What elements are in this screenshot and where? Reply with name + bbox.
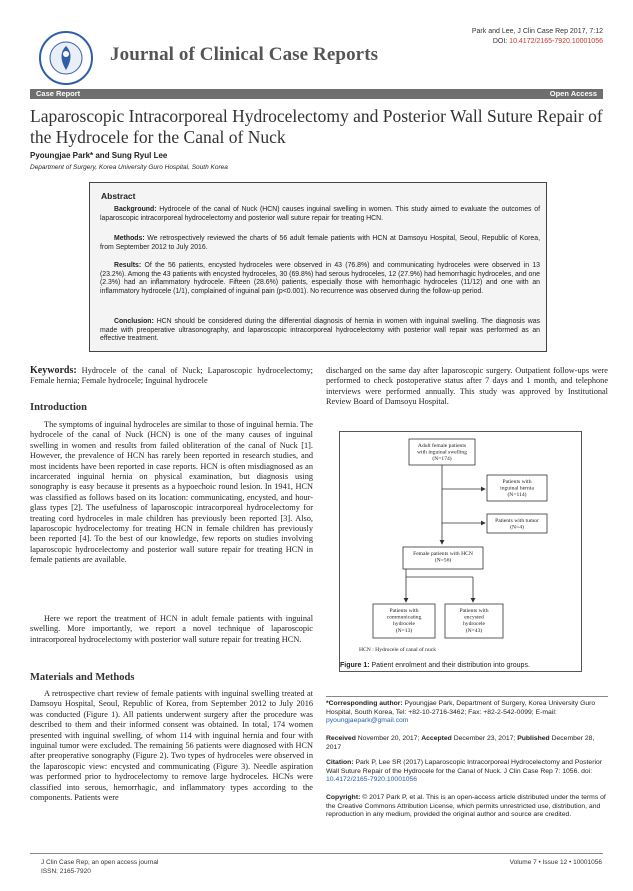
abstract-results: Results: Of the 56 patients, encysted hydroceles were observed in 43 (76.8%) and communicating hydroceles were observed in 13 (23.2%). Among the 43 patients with encysted hydroceles, 30 (69.8%) had serous hydroceles, 12 (27.9%) had hemorrhagic hydroceles, and one (2.3%) had an inflammatory hydrocele. Fifteen (28.6%) patients, especially those with hemorrhagic hydroceles (11/12) and one with an inflammatory hydrocele (1/1), complained of inguinal pain (p<0.001). No recurrence was observed during the follow-up period. — [100, 262, 541, 295]
correspondence-divider — [326, 696, 608, 697]
copyright: Copyright: © 2017 Park P, et al. This is an open-access article distributed under the terms of the Creative Commons Attribution License, which permits unrestricted use, distribution, and reproduction in any medium, provided the original author and source are credited. — [326, 794, 606, 819]
article-title: Laparoscopic Intracorporeal Hydrocelectomy and Posterior Wall Suture Repair of the Hydrocele for the Canal of Nuck — [30, 106, 603, 147]
footer-journal: J Clin Case Rep, an open access journal ISSN: 2165-7920 — [41, 859, 159, 875]
materials-p1: A retrospective chart review of female patients with inguinal swelling treated at Damsoyu Hospital, Seoul, Republic of Korea, from September 2012 to July 2016 was conducted (Figure 1). All patients underwent surgery after the procedure was described to them and their informed consent was obtained. In total, 174 women presented with inguinal swelling, of whom 114 with inguinal hernia and four with inguinal tumor were excluded. The remaining 56 patients were diagnosed with HCN after preoperative sonography (Figure 2). Two types of hydroceles were observed in the laparoscopic view: encysted and communicating (Figure 3). Needle aspiration was performed prior to hydrocelectomy to remove large hydroceles. HCNs were classified into serous, hemorrhagic, and inflammatory types according to the components. Patients were — [30, 689, 313, 803]
introduction-p1: The symptoms of inguinal hydroceles are similar to those of inguinal hernia. The hydrocele of the canal of Nuck (HCN) is one of the many causes of inguinal swelling in women and results from failed obliteration of the canal of Nuck [1]. However, the prevalence of HCN has rarely been reported in research studies, and most incidents have been reported in case reports. HCN is often misdiagnosed as an incarcerated inguinal hernia on physical examination, but diagnosis using sonography is easy because it presents as a hypoechoic round lesion. In 1941, HCN was classified as follows based on its location: communicating, encysted, and hour-glass types [2]. The usefulness of laparoscopic intracorporeal hydrocelectomy for treating cord hydroceles in male children has previously been reported [3]. Also, laparoscopic hydrocelectomy for treating HCN in female children has previously been reported [4]. To the best of our knowledge, few reports on studies involving laparoscopic hydrocelectomy and posterior wall suture repair for treating HCN in female patients are available. — [30, 420, 313, 565]
doi-link[interactable]: 10.4172/2165-7920.10001056 — [509, 38, 603, 45]
citation-doi-link[interactable]: 10.4172/2165-7920.10001056 — [326, 776, 418, 784]
fig-box-line: (N=43) — [465, 627, 483, 634]
fig-box-line: Patients with tumor — [495, 518, 539, 524]
fig-box-adult — [409, 439, 475, 465]
fig-box-line: with inguinal swelling — [416, 449, 468, 456]
fig-box-line: (N=13) — [395, 627, 413, 634]
citation: Citation: Park P, Lee SR (2017) Laparoscopic Intracorporeal Hydrocelectomy and Posterior Wall Suture Repair of the Hydrocele for the Canal of Nuck. J Clin Case Rep 7: 1056. doi: 10.4172/2165-7920.10001056 — [326, 759, 603, 784]
fig-box-line: (N=56) — [434, 557, 452, 564]
fig-box-line: communicating — [386, 614, 422, 621]
fig-box-line: hydrocele — [392, 621, 416, 628]
citation-short: Park and Lee, J Clin Case Rep 2017, 7:12 — [471, 28, 603, 35]
doi-line: DOI: 10.4172/2165-7920.10001056 — [492, 38, 603, 45]
affiliation: Department of Surgery, Korea University Guro Hospital, South Korea — [30, 164, 228, 171]
fig-box-line: (N=4) — [510, 524, 524, 531]
abstract-background: Background: Hydrocele of the canal of Nuck (HCN) causes inguinal swelling in women. This study aimed to evaluate the outcomes of laparoscopic intracorporeal hydrocelectomy and posterior wall suture repair for treating HCN. — [100, 206, 540, 222]
article-dates: Received November 20, 2017; Accepted December 23, 2017; Published December 28, 2017 — [326, 735, 595, 751]
footer-divider — [30, 853, 603, 854]
fig-box-communicating — [373, 604, 435, 638]
open-access-label: Open Access — [549, 89, 597, 98]
fig-box-encysted — [445, 604, 503, 638]
abstract-heading: Abstract — [101, 191, 136, 201]
corresponding-author: *Corresponding author: Pyoungjae Park, Department of Surgery, Korea University Guro Hospital, South Korea, Tel: +82-10-2716-3462; Fax: +82-2-542-0099; E-mail: pyoungjaepark@gmail.com — [326, 700, 596, 725]
abstract-conclusion: Conclusion: HCN should be considered during the differential diagnosis of hernia in women with inguinal swelling. The diagnosis was made with preoperative ultrasonography, and laparoscopic intracorporeal hydrocelectomy with posterior wall repair was performed as an effective treatment. — [100, 318, 540, 343]
fig-box-line: Patients with — [389, 608, 419, 614]
author-email-link[interactable]: pyoungjaepark@gmail.com — [326, 717, 409, 725]
fig-box-line: encysted — [464, 614, 484, 621]
figure-1-flowchart — [339, 431, 582, 659]
abstract-methods: Methods: We retrospectively reviewed the charts of 56 adult female patients with HCN at Damsoyu Hospital, Seoul, Republic of Korea, from September 2012 to July 2016. — [100, 235, 540, 251]
fig-box-hcn — [403, 547, 483, 569]
fig-box-hernia — [487, 475, 547, 501]
fig-box-tumor — [487, 514, 547, 533]
figure-1-caption: Figure 1: Patient enrolment and their distribution into groups. — [340, 662, 530, 669]
fig-box-line: (N=174) — [432, 456, 452, 463]
journal-name: Journal of Clinical Case Reports — [110, 44, 379, 65]
fig-box-line: hydrocele — [462, 621, 486, 628]
fig-footnote: HCN : Hydrocele of canal of nuck — [359, 647, 437, 653]
authors: Pyoungjae Park* and Sung Ryul Lee — [30, 151, 168, 160]
fig-box-line: Patients with — [459, 608, 489, 614]
fig-box-line: inguinal hernia — [500, 485, 534, 492]
introduction-p2: Here we report the treatment of HCN in adult female patients with inguinal swelling. More importantly, we report a novel technique of laparoscopic intracorporeal hydrocelectomy with posterior wall suture repair for treating HCN. — [30, 614, 313, 644]
header-citation — [472, 27, 603, 47]
journal-logo — [38, 30, 94, 86]
materials-heading: Materials and Methods — [30, 672, 135, 683]
fig-box-line: (N=114) — [507, 492, 527, 499]
article-type-banner — [30, 89, 603, 99]
fig-box-line: Patients with — [502, 479, 532, 485]
article-type-label: Case Report — [36, 89, 81, 98]
fig-box-line: Adult female patients — [417, 443, 467, 449]
materials-p1-continued: discharged on the same day after laparoscopic surgery. Outpatient follow-ups were performed to check postoperative status after 7 days and 1 month, and telephone interviews were performed annually. This study was approved by Institutional Review Board of Damsoyu Hospital. — [326, 366, 608, 407]
keywords: Keywords: Hydrocele of the canal of Nuck; Laparoscopic hydrocelectomy; Female hernia; Female hydrocele; Inguinal hydrocele — [30, 365, 313, 386]
footer-volume: Volume 7 • Issue 12 • 10001056 — [509, 859, 602, 866]
introduction-heading: Introduction — [30, 402, 87, 413]
fig-box-line: Female patients with HCN — [413, 551, 473, 557]
